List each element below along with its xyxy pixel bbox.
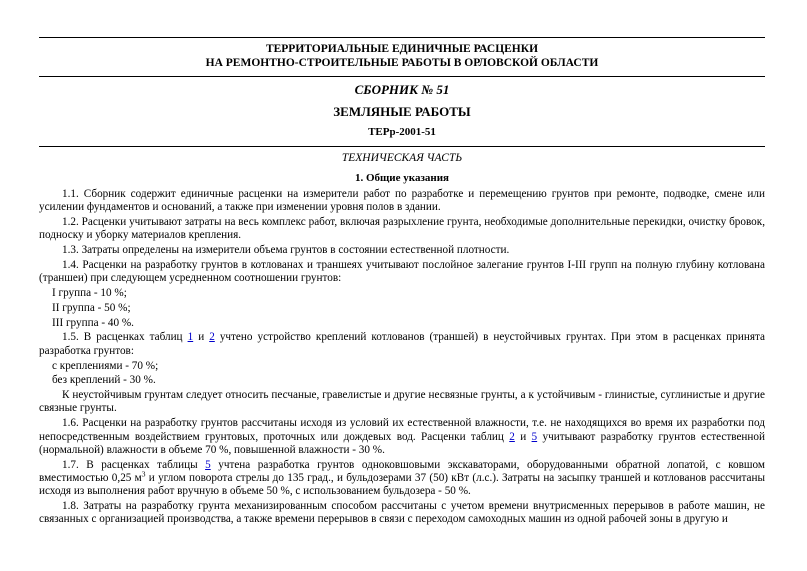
title-rule <box>39 146 765 147</box>
paragraph-1-4: 1.4. Расценки на разработку грунтов в котлованах и траншеях учитывают послойное залегание грунтов I-III групп на полную глубину котлована (траншеи) при следующем усредненном соотношении грунтов: <box>39 258 765 285</box>
paragraph-1-5: 1.5. В расценках таблиц 1 и 2 учтено устройство креплений котлованов (траншей) в неустойчивых грунтах. При этом в расценках принята разработка грунтов: <box>39 331 766 357</box>
collection-number: СБОРНИК № 51 <box>354 82 450 97</box>
table-2-link[interactable]: 2 <box>209 331 215 344</box>
paragraph-1-7: 1.7. В расценках таблицы 5 учтена разработка грунтов одноковшовыми экскаваторами, оборудованными обратной лопатой, с ковшом вместимостью 0,25 $м^3$ и углом поворота стрелы до 135 град., и бульдозерами 37 (50) кВт (л.с.). Затраты на засыпку траншей и котлованов рассчитаны исходя из выполнения работ вручную в объеме 50 %, с использованием бульдозера - 50 %. <box>39 458 765 498</box>
table-1-link[interactable]: 1 <box>187 331 194 344</box>
table-2-link[interactable]: 2 <box>509 430 515 443</box>
table-5-link[interactable]: 5 <box>531 430 538 443</box>
paragraph-1-3: 1.3. Затраты определены на измерители объема грунтов в состоянии естественной плотности. <box>62 244 510 257</box>
with-supports-item: с креплениями - 70 %; <box>52 359 159 372</box>
superscript-3: 3 <box>141 469 146 479</box>
paragraph-1-2: 1.2. Расценки учитывают затраты на весь комплекс работ, включая разрыхление грунта, необходимые дополнительные перекидки, очистку бровок, подноску и уборку материалов крепления. <box>39 216 765 242</box>
document-title: ЗЕМЛЯНЫЕ РАБОТЫ <box>333 104 471 119</box>
section-heading: 1. Общие указания <box>354 172 450 184</box>
tech-part-heading: ТЕХНИЧЕСКАЯ ЧАСТЬ <box>341 152 463 164</box>
paragraph-1-8: 1.8. Затраты на разработку грунта механизированным способом рассчитаны с учетом времени внутрисменных перерывов в работе машин, не связанных с организацией производства, а также времени перерывов в связи с переходом самоходных машин из одной рабочей зоны в другую и <box>39 500 765 526</box>
top-rule <box>39 37 765 38</box>
paragraph-1-6: 1.6. Расценки на разработку грунтов рассчитаны исходя из условий их естественной влажности, т.е. не находящихся во время их разработки под непосредственным воздействием грунтовых, проточных или дождевых вод. Расценки таблиц 2 и 5 учитывают разработку грунтов естественной (нормальной) влажности в объеме 70 %, повышенной влажности - 30 %. <box>39 417 765 456</box>
without-supports-item: без креплений - 30 %. <box>52 374 156 387</box>
header-line-2: НА РЕМОНТНО-СТРОИТЕЛЬНЫЕ РАБОТЫ В ОРЛОВСКОЙ ОБЛАСТИ <box>205 57 599 69</box>
group-3-item: III группа - 40 %. <box>52 316 134 329</box>
table-5-link[interactable]: 5 <box>205 458 211 471</box>
paragraph-unstable-soils: К неустойчивым грунтам следует относить песчаные, гравелистые и другие несвязные грунты, а к устойчивым - глинистые, суглинистые и другие связные грунты. <box>39 389 765 415</box>
group-1-item: I группа - 10 %; <box>52 287 127 300</box>
header-rule <box>39 76 765 77</box>
document-body <box>39 188 765 528</box>
document-code: ТЕРр-2001-51 <box>368 126 436 138</box>
paragraph-1-1: 1.1. Сборник содержит единичные расценки на измерители работ по разработке и перемещению грунтов при ремонте, подводке, смене или усилении фундаментов и оснований, а также при изменении уровня полов в здании. <box>39 188 765 214</box>
header-line-1: ТЕРРИТОРИАЛЬНЫЕ ЕДИНИЧНЫЕ РАСЦЕНКИ <box>265 43 539 55</box>
group-2-item: II группа - 50 %; <box>52 301 131 314</box>
